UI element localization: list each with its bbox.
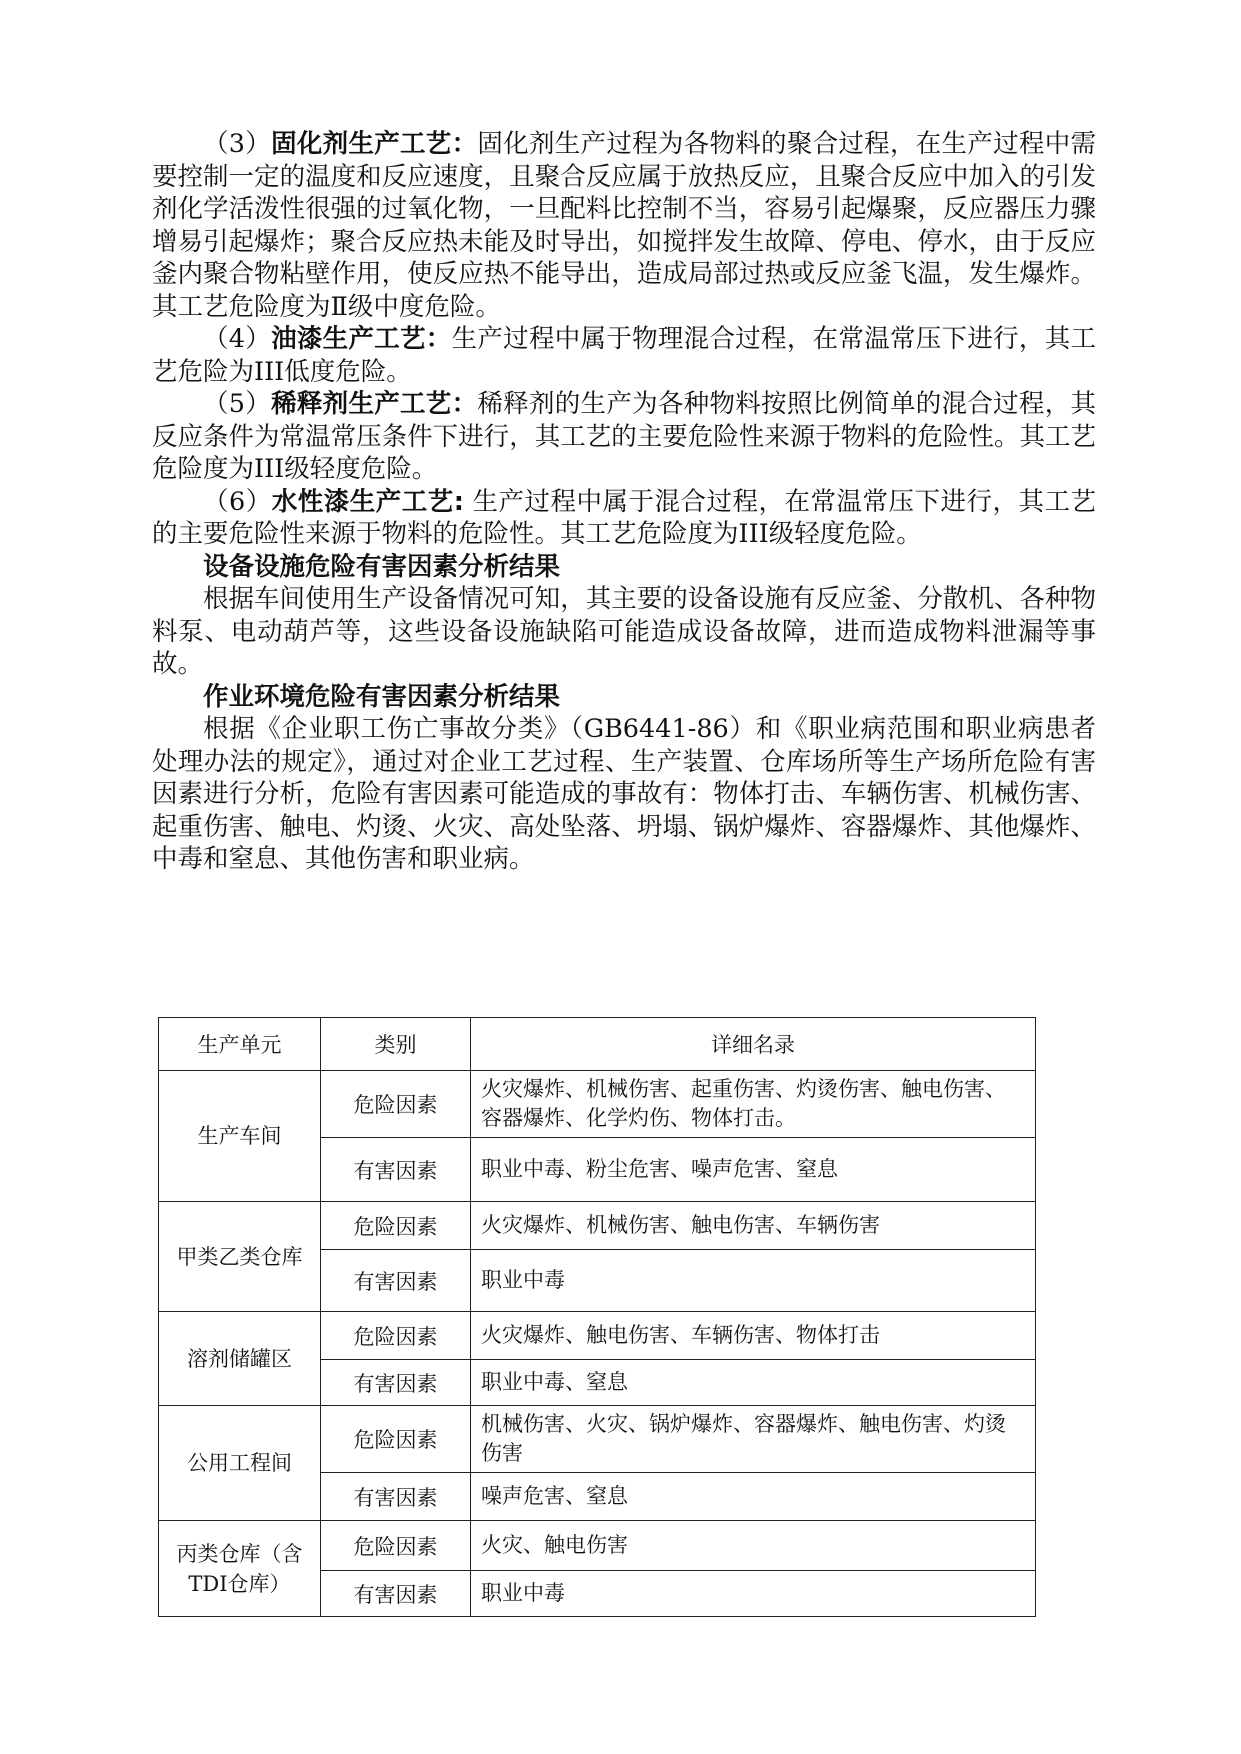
table-row [159, 1202, 1036, 1250]
table-row [159, 1521, 1036, 1571]
unit-cell: 生产车间 [159, 1071, 321, 1202]
para-body: 稀释剂的生产为各种物料按照比例简单的混合过程，其反应条件为常温常压条件下进行，其工艺的主要危险性来源于物料的危险性。其工艺危险度为III级轻度危险。 [152, 389, 1096, 484]
table-row [159, 1071, 1036, 1138]
category-cell: 危险因素 [321, 1071, 471, 1138]
para-term: 水性漆生产工艺: [271, 486, 464, 517]
category-cell: 危险因素 [321, 1521, 471, 1571]
category-cell: 危险因素 [321, 1312, 471, 1360]
para-body: 生产过程中属于混合过程，在常温常压下进行，其工艺的主要危险性来源于物料的危险性。其工艺危险度为III级轻度危险。 [152, 486, 1097, 549]
paragraph-equipment: 根据车间使用生产设备情况可知，其主要的设备设施有反应釜、分散机、各种物料泵、电动葫芦等，这些设备设施缺陷可能造成设备故障，进而造成物料泄漏等事故。 [152, 584, 1096, 679]
detail-cell: 机械伤害、火灾、锅炉爆炸、容器爆炸、触电伤害、灼烫伤害 [471, 1406, 1036, 1473]
para-lead: （3） [203, 129, 272, 159]
unit-cell: 甲类乙类仓库 [159, 1202, 321, 1312]
detail-cell: 火灾爆炸、机械伤害、触电伤害、车辆伤害 [471, 1202, 1036, 1250]
heading-equipment: 设备设施危险有害因素分析结果 [203, 551, 561, 582]
para-lead: （4） [203, 324, 272, 354]
paragraph-paint [152, 323, 1096, 388]
header-detail: 详细名录 [471, 1018, 1036, 1071]
category-cell: 有害因素 [321, 1571, 471, 1617]
table-header-row [159, 1018, 1036, 1071]
detail-cell: 火灾爆炸、机械伤害、起重伤害、灼烫伤害、触电伤害、容器爆炸、化学灼伤、物体打击。 [471, 1071, 1036, 1138]
para-body: 生产过程中属于物理混合过程，在常温常压下进行，其工艺危险为III低度危险。 [152, 324, 1096, 387]
detail-cell: 职业中毒 [471, 1250, 1036, 1312]
category-cell: 有害因素 [321, 1250, 471, 1312]
paragraph-thinner [152, 388, 1096, 486]
detail-cell: 职业中毒 [471, 1571, 1036, 1617]
para-lead: （5） [203, 389, 272, 419]
para-term: 固化剂生产工艺： [271, 129, 478, 159]
detail-cell: 火灾爆炸、触电伤害、车辆伤害、物体打击 [471, 1312, 1036, 1360]
category-cell: 危险因素 [321, 1406, 471, 1473]
unit-cell: 公用工程间 [159, 1406, 321, 1521]
table-row [159, 1312, 1036, 1360]
header-unit: 生产单元 [159, 1018, 321, 1071]
paragraph-environment: 根据《企业职工伤亡事故分类》（GB6441-86）和《职业病范围和职业病患者处理办法的规定》，通过对企业工艺过程、生产装置、仓库场所等生产场所危险有害因素进行分析，危险有害因素可能造成的事故有：物体打击、车辆伤害、机械伤害、起重伤害、触电、灼烫、火灾、高处坠落、坍塌、锅炉爆炸、容器爆炸、其他爆炸、中毒和窒息、其他伤害和职业病。 [152, 714, 1096, 874]
para-lead: （6） [203, 486, 272, 517]
hazard-table [158, 1017, 1036, 1617]
table-row [159, 1406, 1036, 1473]
detail-cell: 火灾、触电伤害 [471, 1521, 1036, 1571]
detail-cell: 噪声危害、窒息 [471, 1473, 1036, 1521]
category-cell: 有害因素 [321, 1360, 471, 1406]
unit-cell: 丙类仓库（含TDI仓库） [159, 1521, 321, 1617]
para-term: 稀释剂生产工艺： [271, 389, 478, 419]
paragraph-curing-agent [152, 128, 1096, 323]
unit-cell: 溶剂储罐区 [159, 1312, 321, 1406]
category-cell: 有害因素 [321, 1473, 471, 1521]
detail-cell: 职业中毒、窒息 [471, 1360, 1036, 1406]
para-term: 油漆生产工艺： [271, 324, 452, 354]
detail-cell: 职业中毒、粉尘危害、噪声危害、窒息 [471, 1138, 1036, 1202]
category-cell: 危险因素 [321, 1202, 471, 1250]
heading-environment: 作业环境危险有害因素分析结果 [203, 681, 561, 712]
document-body [152, 128, 1096, 876]
category-cell: 有害因素 [321, 1138, 471, 1202]
header-category: 类别 [321, 1018, 471, 1071]
paragraph-waterborne-paint [152, 486, 1096, 551]
para-body: 固化剂生产过程为各物料的聚合过程，在生产过程中需要控制一定的温度和反应速度，且聚合反应属于放热反应，且聚合反应中加入的引发剂化学活泼性很强的过氧化物，一旦配料比控制不当，容易引起爆聚，反应器压力骤增易引起爆炸；聚合反应热未能及时导出，如搅拌发生故障、停电、停水，由于反应釜内聚合物粘壁作用，使反应热不能导出，造成局部过热或反应釜飞温，发生爆炸。其工艺危险度为Ⅱ级中度危险。 [152, 129, 1096, 322]
